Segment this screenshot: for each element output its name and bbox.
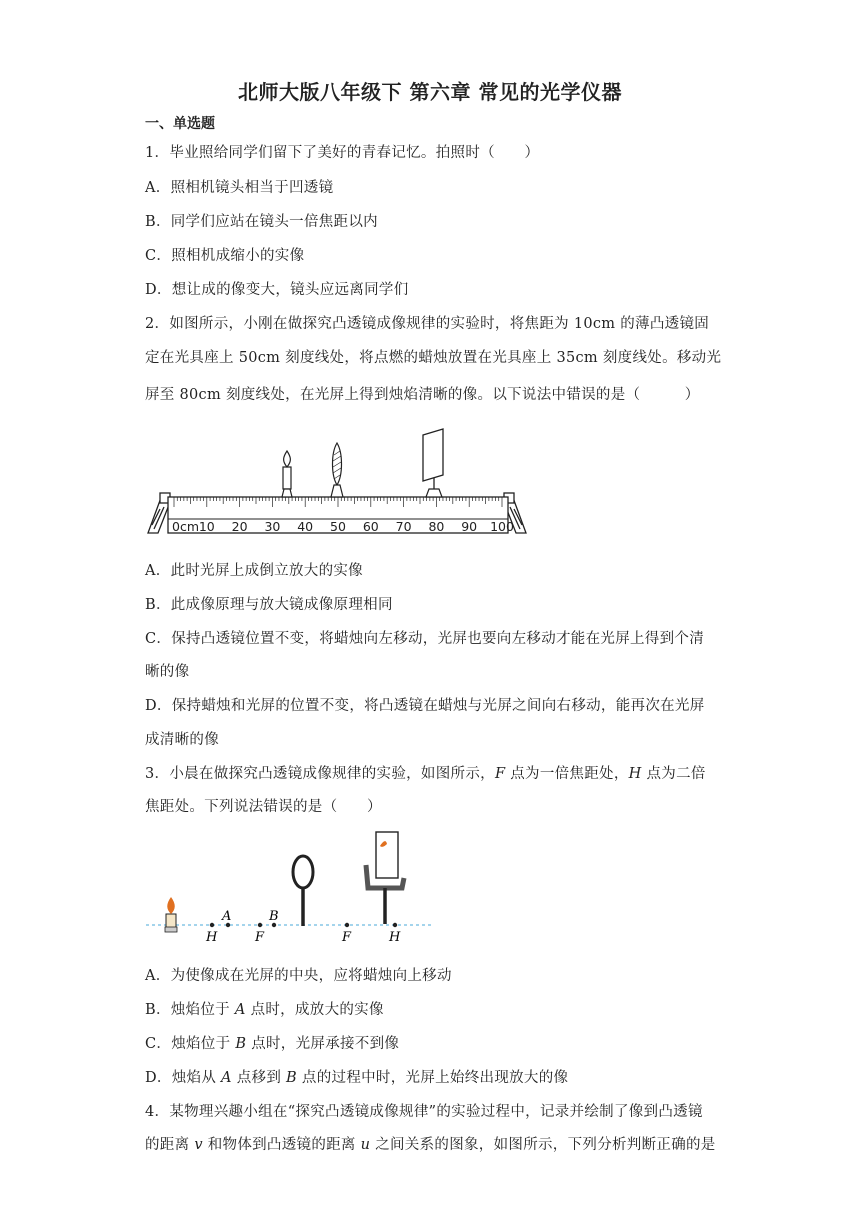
bench-tick-label: 0cm bbox=[172, 519, 200, 534]
bench-tick-label: 100 bbox=[490, 519, 514, 534]
q3-d-var1: A bbox=[221, 1070, 232, 1086]
q3-d-var2: B bbox=[286, 1070, 298, 1086]
convex-lens bbox=[293, 856, 313, 926]
q3-stem-part1: 3．小晨在做探究凸透镜成像规律的实验，如图所示， bbox=[145, 766, 495, 782]
q2-stem-line3: 屏至 80cm 刻度线处，在光屏上得到烛焰清晰的像。以下说法中错误的是（ ） bbox=[145, 387, 700, 403]
q4-var-u: u bbox=[360, 1137, 371, 1153]
q3-c-pre: C．烛焰位于 bbox=[145, 1036, 236, 1052]
q3-var-f: F bbox=[494, 766, 506, 782]
q3-b-var: A bbox=[234, 1002, 246, 1018]
lens-experiment-figure bbox=[140, 820, 440, 950]
q3-stem-part3: 点为二倍 bbox=[641, 766, 706, 782]
lens bbox=[331, 443, 343, 497]
bench-tick-label: 30 bbox=[264, 519, 281, 534]
label-f-left: F bbox=[255, 930, 265, 945]
q3-d-post: 点的过程中时，光屏上始终出现放大的像 bbox=[297, 1070, 569, 1086]
q1-option-d: D．想让成的像变大，镜头应远离同学们 bbox=[145, 282, 409, 298]
q4-stem-line1: 4．某物理兴趣小组在“探究凸透镜成像规律”的实验过程中，记录并绘制了像到凸透镜 bbox=[145, 1104, 703, 1120]
bench-tick-label: 60 bbox=[362, 519, 379, 534]
q2-option-d-line2: 成清晰的像 bbox=[145, 732, 219, 748]
label-a: A bbox=[222, 909, 232, 924]
bench-tick-label: 70 bbox=[395, 519, 412, 534]
light-screen bbox=[423, 429, 443, 497]
q3-var-h: H bbox=[628, 766, 642, 782]
bench-tick-label: 20 bbox=[231, 519, 248, 534]
q4-part3: 之间关系的图象，如图所示，下列分析判断正确的是 bbox=[370, 1137, 716, 1153]
page-title: 北师大版八年级下 第六章 常见的光学仪器 bbox=[238, 80, 622, 104]
q3-b-pre: B．烛焰位于 bbox=[145, 1002, 235, 1018]
q3-c-post: 点时，光屏承接不到像 bbox=[246, 1036, 400, 1052]
q1-stem: 1．毕业照给同学们留下了美好的青春记忆。拍照时（ ） bbox=[145, 145, 540, 161]
q4-part2: 和物体到凸透镜的距离 bbox=[202, 1137, 361, 1153]
screen-holder bbox=[366, 832, 404, 924]
q3-stem-line2: 焦距处。下列说法错误的是（ ） bbox=[145, 799, 382, 815]
bench-tick-label: 90 bbox=[461, 519, 478, 534]
q3-d-mid: 点移到 bbox=[231, 1070, 287, 1086]
q2-stem-line2: 定在光具座上 50cm 刻度线处，将点燃的蜡烛放置在光具座上 35cm 刻度线处。移动光 bbox=[145, 350, 722, 366]
point-f-right bbox=[345, 923, 349, 927]
point-f-left bbox=[258, 923, 262, 927]
q2-option-b: B．此成像原理与放大镜成像原理相同 bbox=[145, 597, 393, 613]
small-candle bbox=[165, 897, 177, 932]
q2-option-c-line2: 晰的像 bbox=[145, 664, 190, 680]
q3-option-c bbox=[145, 1032, 399, 1053]
label-f-right: F bbox=[342, 930, 352, 945]
bench-tick-label: 80 bbox=[428, 519, 445, 534]
q3-option-a: A．为使像成在光屏的中央，应将蜡烛向上移动 bbox=[145, 968, 452, 984]
point-h-left bbox=[210, 923, 214, 927]
label-h-right: H bbox=[389, 930, 401, 945]
q4-stem-line2 bbox=[145, 1133, 716, 1154]
q3-b-post: 点时，成放大的实像 bbox=[245, 1002, 384, 1018]
point-h-right bbox=[393, 923, 397, 927]
q2-option-c-line1: C．保持凸透镜位置不变，将蜡烛向左移动，光屏也要向左移动才能在光屏上得到个清 bbox=[145, 631, 704, 647]
q2-option-d-line1: D．保持蜡烛和光屏的位置不变，将凸透镜在蜡烛与光屏之间向右移动，能再次在光屏 bbox=[145, 698, 705, 714]
section-heading: 一、单选题 bbox=[145, 116, 215, 132]
q1-option-c: C．照相机成缩小的实像 bbox=[145, 248, 305, 264]
bench-tick-label: 50 bbox=[330, 519, 346, 534]
q3-option-b bbox=[145, 998, 384, 1019]
q3-stem-line1 bbox=[145, 762, 706, 783]
label-h-left: H bbox=[206, 930, 218, 945]
optical-bench-figure bbox=[140, 425, 540, 540]
bench-tick-label: 10 bbox=[198, 519, 215, 534]
bench-tick-label: 40 bbox=[297, 519, 314, 534]
q3-option-d bbox=[145, 1066, 568, 1087]
q1-option-a: A．照相机镜头相当于凹透镜 bbox=[145, 180, 334, 196]
q2-stem-line1: 2．如图所示，小刚在做探究凸透镜成像规律的实验时，将焦距为 10cm 的薄凸透镜固 bbox=[145, 316, 710, 332]
q3-d-pre: D．烛焰从 bbox=[145, 1070, 222, 1086]
candle bbox=[282, 451, 292, 497]
q1-option-b: B．同学们应站在镜头一倍焦距以内 bbox=[145, 214, 378, 230]
q3-c-var: B bbox=[235, 1036, 247, 1052]
label-b: B bbox=[269, 909, 279, 924]
q4-part1: 的距离 bbox=[145, 1137, 195, 1153]
q4-var-v: v bbox=[194, 1137, 203, 1153]
q3-stem-part2: 点为一倍焦距处， bbox=[505, 766, 629, 782]
q2-option-a: A．此时光屏上成倒立放大的实像 bbox=[145, 563, 363, 579]
